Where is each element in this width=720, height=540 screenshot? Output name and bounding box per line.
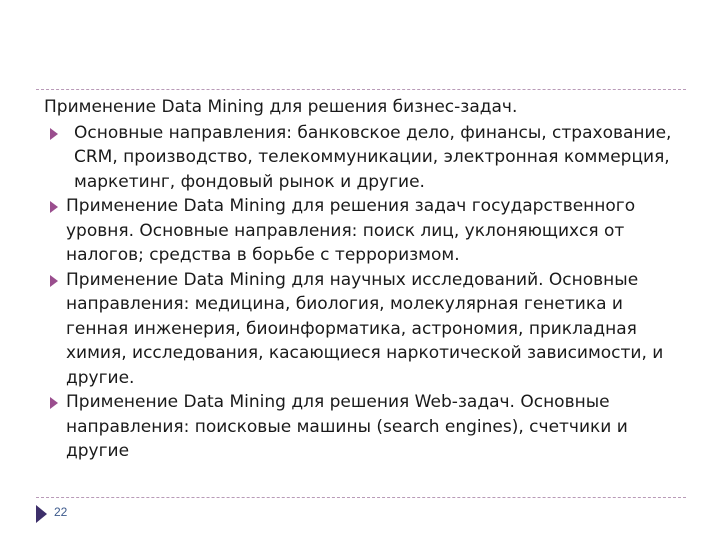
list-item-text: Применение Data Mining для научных исследований. Основные направления: медицина, биология, молекулярная генетика и генная инженерия, биоинформатика, астрономия, прикладная химия, исследования, касающиеся наркотической зависимости, и другие. [66,269,664,388]
list-item-text: Основные направления: банковское дело, финансы, страхование, CRM, производство, телекоммуникации, электронная коммерция, маркетинг, фондовый рынок и другие. [74,122,672,192]
slide-heading: Применение Data Mining для решения бизнес-задач. [44,97,518,117]
triangle-bullet-icon [50,275,58,287]
list-item [44,194,684,268]
page-number: 22 [54,505,68,519]
triangle-bullet-icon [50,397,58,409]
bottom-divider [36,497,686,498]
triangle-bullet-icon [50,201,58,213]
triangle-bullet-icon [50,128,58,140]
list-item-text: Применение Data Mining для решения Web-задач. Основные направления: поисковые машины (search engines), счетчики и другие [66,392,628,461]
footer-arrow-icon [36,505,47,523]
list-item [44,121,684,195]
list-item [44,390,684,464]
list-item-text: Применение Data Mining для решения задач государственного уровня. Основные направления: поиск лиц, уклоняющихся от налогов; средства в борьбе с терроризмом. [66,196,636,265]
top-divider [36,89,686,90]
list-item [44,268,684,391]
bullet-list [44,121,684,464]
slide-body [44,95,684,464]
